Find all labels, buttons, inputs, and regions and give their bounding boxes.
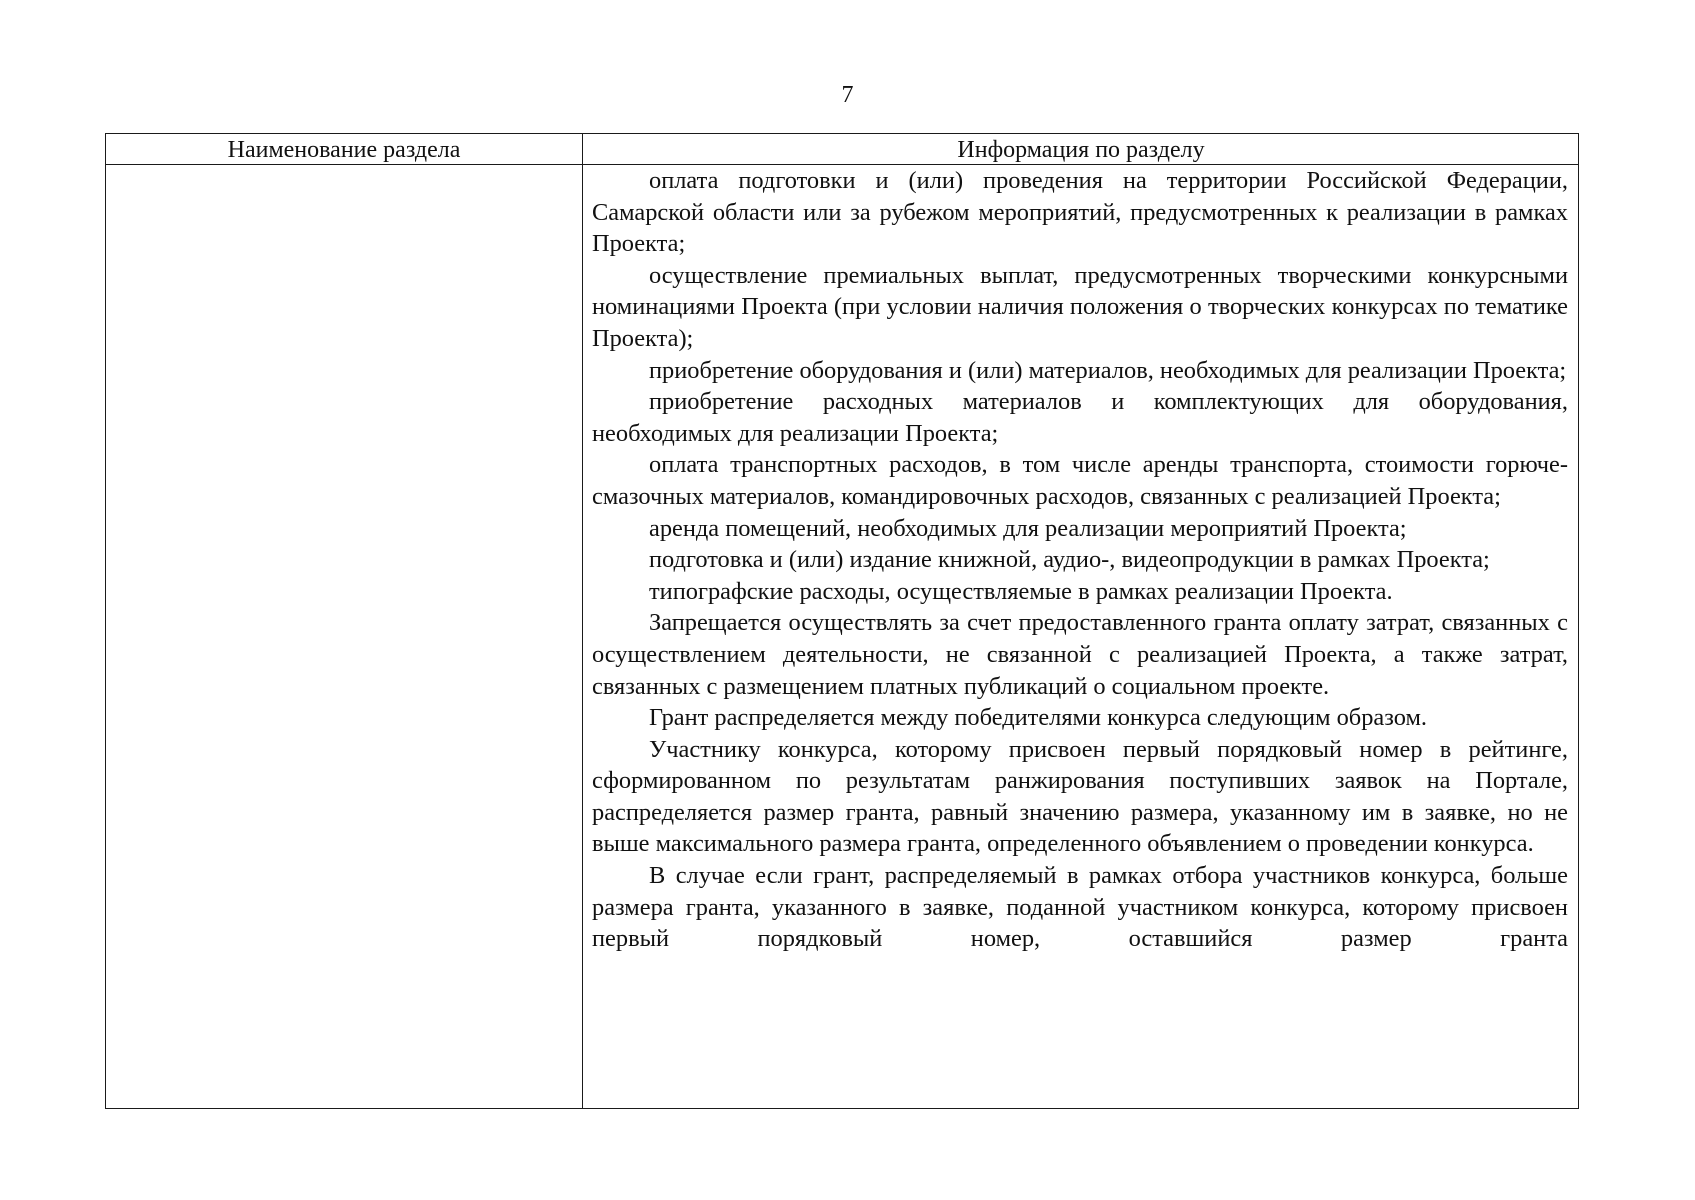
section-name-cell	[106, 165, 582, 1108]
table-header-row	[106, 134, 1578, 165]
paragraph: типографские расходы, осуществляемые в рамках реализации Проекта.	[649, 577, 1393, 605]
paragraph: приобретение расходных материалов и комплектующих для оборудования, необходимых для реализации Проекта;	[592, 388, 1568, 447]
paragraph-continued: В случае если грант, распределяемый в рамках отбора участников конкурса, больше размера гранта, указанного в заявке, поданной участником конкурса, которому присвоен первый порядковый номер, оставшийся размер гранта	[592, 862, 1568, 953]
paragraph: оплата подготовки и (или) проведения на территории Российской Федерации, Самарской области или за рубежом мероприятий, предусмотренных к реализации в рамках Проекта;	[592, 167, 1568, 258]
section-info-cell	[592, 165, 1568, 1108]
paragraph: аренда помещений, необходимых для реализации мероприятий Проекта;	[649, 514, 1407, 542]
header-section-info: Информация по разделу	[957, 137, 1205, 163]
paragraph: оплата транспортных расходов, в том числе аренды транспорта, стоимости горюче-смазочных материалов, командировочных расходов, связанных с реализацией Проекта;	[592, 451, 1568, 510]
paragraph: Запрещается осуществлять за счет предоставленного гранта оплату затрат, связанных с осуществлением деятельности, не связанной с реализацией Проекта, а также затрат, связанных с размещением платных публикаций о социальном проекте.	[592, 609, 1568, 700]
section-info-table	[105, 133, 1579, 1109]
header-section-name: Наименование раздела	[227, 137, 461, 163]
column-divider	[582, 134, 583, 1108]
paragraph: приобретение оборудования и (или) материалов, необходимых для реализации Проекта;	[649, 356, 1567, 384]
paragraph: Участнику конкурса, которому присвоен первый порядковый номер в рейтинге, сформированном по результатам ранжирования поступивших заявок на Портале, распределяется размер гранта, равный значению размера, указанному им в заявке, но не выше максимального размера гранта, определенного объявлением о проведении конкурса.	[592, 735, 1568, 858]
paragraph: осуществление премиальных выплат, предусмотренных творческими конкурсными номинациями Проекта (при условии наличия положения о творческих конкурсах по тематике Проекта);	[592, 261, 1568, 352]
page-number: 7	[841, 82, 854, 108]
paragraph: Грант распределяется между победителями конкурса следующим образом.	[649, 704, 1427, 732]
paragraph: подготовка и (или) издание книжной, аудио-, видеопродукции в рамках Проекта;	[649, 546, 1490, 574]
